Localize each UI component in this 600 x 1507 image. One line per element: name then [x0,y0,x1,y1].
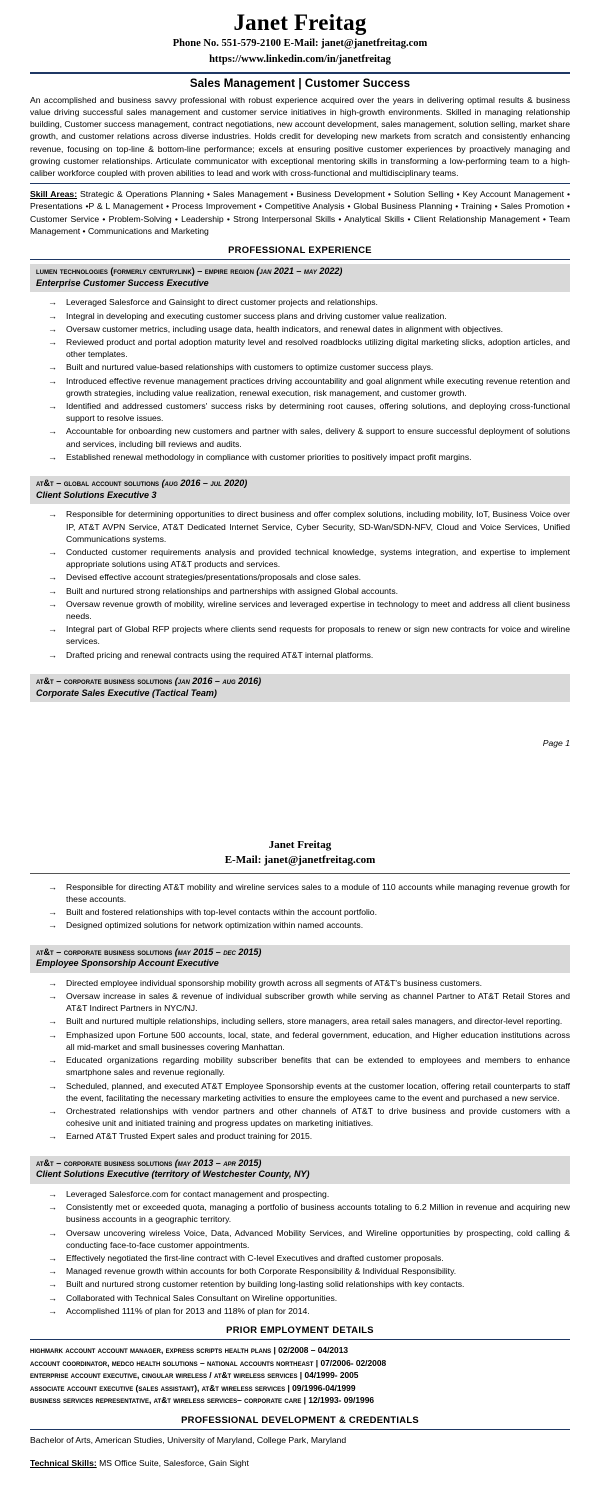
job-company [36,947,564,959]
job-bullet-list [30,977,570,1143]
page2-masthead [30,838,570,868]
candidate-name: Janet Freitag [268,839,332,851]
job-header-bar [30,945,570,973]
prior-employment-item: account coordinator, medco health solutions – national accounts northeast | 07/2006- 02/2008 [30,1357,387,1368]
continued-bullet-list [30,881,570,932]
job-title: Corporate Sales Executive (Tactical Team) [36,687,217,698]
resume-page-2 [0,800,600,1507]
bullet-item: → Oversaw uncovering wireless Voice, Data, Advanced Mobility Services, and Wireline opportunities by prospecting, cold calling & conducting face-to-face customer appointments. [48,1227,570,1251]
prior-employment-divider [30,1339,570,1340]
section-title-experience: PROFESSIONAL EXPERIENCE [228,244,372,256]
bullet-item: → Leveraged Salesforce.com for contact management and prospecting. [48,1188,570,1200]
page2-masthead-divider [30,873,570,874]
job-title: Client Solutions Executive (territory of Westchester County, NY) [36,1169,310,1180]
job-dates: (aug 2016 – jul 2020) [161,478,248,489]
technical-skills-text: MS Office Suite, Salesforce, Gain Sight [96,1457,249,1468]
prior-employment-item: business services representative, at&t wireless services– corporate care | 12/1993- 09/1996 [30,1395,375,1406]
bullet-item: → Integral part of Global RFP projects where clients send requests for proposals to renew or sign new contracts for voice and wireline services. [48,623,570,647]
bullet-item: → Identified and addressed customers' success risks by determining root causes, offering solutions, and deploying cross-functional support to resolve issues. [48,400,570,424]
job-title: Enterprise Customer Success Executive [36,277,209,288]
bullet-item: → Established renewal methodology in compliance with customer priorities to positively impact profit margins. [48,451,570,463]
section-title-professional-development: PROFESSIONAL DEVELOPMENT & CREDENTIALS [181,1413,419,1425]
bullet-item: → Integral in developing and executing customer success plans and driving customer value realization. [48,310,570,322]
candidate-email: E-Mail: janet@janetfreitag.com [224,853,376,866]
job-entry [30,1156,570,1317]
job-dates: (may 2013 – apr 2015) [174,1157,262,1168]
bullet-item: → Drafted pricing and renewal contracts using the required AT&T internal platforms. [48,649,570,661]
job-dates: (jan 2021 – may 2022) [256,266,343,277]
job-company-name: at&t – global account solutions [36,478,162,489]
masthead-divider [30,72,570,74]
bullet-item: → Oversaw revenue growth of mobility, wireline services and leveraged expertise in technology to meet and address all client business needs. [48,598,570,622]
prior-employment-item: enterprise account executive, cingular wireless / at&t wireless services | 04/1999- 2005 [30,1370,359,1381]
job-company [36,266,564,278]
job-entry [30,945,570,1143]
skill-areas [30,188,570,237]
prior-employment-item: associate account executive (sales assistant), at&t wireless services | 09/1996-04/1999 [30,1382,356,1393]
bullet-item: → Introduced effective revenue management practices driving accountability and goal alignment while executing revenue retention and growth strategies, including value realization, renewal execution, risk management, and customer growth. [48,375,570,399]
job-company [36,1158,564,1170]
bullet-item: → Conducted customer requirements analysis and provided technical knowledge, systems integration, and expertise to implement appropriate solutions using AT&T products and services. [48,546,570,570]
bullet-item: → Built and nurtured strong customer retention by building long-lasting solid relationships with key contacts. [48,1278,570,1290]
job-bullet-list [30,1188,570,1317]
job-entry [30,476,570,661]
job-header-bar [30,476,570,504]
job-bullet-list [30,508,570,660]
skill-areas-text: Strategic & Operations Planning • Sales Management • Business Development • Solution Selling • Key Account Management • Presentations •P & L Management • Process Improvement • Competitive Analysis • Global Business Planning • Training • Sales Promotion • Customer Service • Problem-Solving • Leadership • Strong Interpersonal Skills • Analytical Skills • Client Relationship Management • Team Management • Communications and Marketing [30,189,570,236]
page-footer: Page 1 [542,738,570,749]
bullet-item: → Consistently met or exceeded quota, managing a portfolio of business accounts totaling to 6.2 Million in revenue and acquiring new business accounts in a geographic territory. [48,1201,570,1225]
bullet-item: → Built and nurtured multiple relationships, including sellers, store managers, area retail sales managers, and director-level reporting. [48,1015,570,1027]
candidate-name: Janet Freitag [233,10,367,35]
contact-line: Phone No. 551-579-2100 E-Mail: janet@janetfreitag.com [172,38,428,50]
bullet-item: → Reviewed product and portal adoption maturity level and resolved roadblocks utilizing digital marketing slicks, adoption articles, and other templates. [48,336,570,360]
job-header-bar [30,674,570,702]
bullet-item: → Collaborated with Technical Sales Consultant on Wireline opportunities. [48,1292,570,1304]
job-company [36,676,564,688]
bullet-item: → Devised effective account strategies/presentations/proposals and close sales. [48,571,570,583]
bullet-item: → Responsible for determining opportunities to direct business and offer complex solutions, including mobility, IoT, Business Voice over IP, AT&T AVPN Service, AT&T Dedicated Internet Service, Cyber Security, SD-Wan/SDN-NFV, Cloud and Voice Services, Unified Communications systems. [48,508,570,545]
bullet-item: → Built and fostered relationships with top-level contacts within the account portfolio. [48,906,570,918]
job-dates: (may 2015 – dec 2015) [174,946,262,957]
experience-divider [30,259,570,260]
technical-skills-label: Technical Skills: [30,1457,97,1468]
job-title: Employee Sponsorship Account Executive [36,958,219,969]
technical-skills [30,1457,570,1470]
professional-development-divider [30,1429,570,1430]
job-company-name: at&t – corporate business solutions [36,946,175,957]
job-entry [30,264,570,463]
bullet-item: → Earned AT&T Trusted Expert sales and product training for 2015. [48,1130,570,1142]
prior-employment-list [30,1344,570,1407]
bullet-item: → Accomplished 111% of plan for 2013 and 118% of plan for 2014. [48,1305,570,1317]
job-company [36,478,564,490]
bullet-item: → Oversaw customer metrics, including usage data, health indicators, and renewal dates in alignment with objectives. [48,323,570,335]
education-entry: Bachelor of Arts, American Studies, University of Maryland, College Park, Maryland [30,1434,347,1445]
spacer [30,464,570,476]
job-company-name: lumen technologies (formerly centurylink) – empire region [36,266,257,277]
bullet-item: → Orchestrated relationships with vendor partners and other channels of AT&T to drive business and provide customers with a cohesive unit and initiated training and progress updates on marketing initiatives. [48,1105,570,1129]
bullet-item: → Oversaw increase in sales & revenue of individual subscriber growth while serving as channel Partner to AT&T Retail Stores and AT&T Indirect Partners in NYC/NJ. [48,990,570,1014]
linkedin-url[interactable]: https://www.linkedin.com/in/janetfreitag [209,53,391,65]
professional-summary: An accomplished and business savvy professional with robust experience acquired over the years in delivering optimal results & business value driving successful sales management and customer service initiatives in high-growth environments. Skilled in managing relationship building, Customer success management, contract negotiations, new account development, sales management, solution selling, market share growth, and customer relations across diverse industries. Holds credit for developing new markets from scratch and consistently enhancing revenue, focusing on top-line & bottom-line performance; excels at ensuring positive customer experiences by proactively managing and growing customer relationships. Articulate communicator with exceptional mentoring skills in transforming a low-performing team to a high-caliber workforce coupled with proven abilities to lead and work with cross-functional and multidisciplinary teams. [30,94,570,178]
bullet-item: → Designed optimized solutions for network optimization within named accounts. [48,919,570,931]
job-header-bar [30,1156,570,1184]
bullet-item: → Built and nurtured strong relationships and partnerships with assigned Global accounts. [48,585,570,597]
job-title: Client Solutions Executive 3 [36,489,157,500]
prior-employment-item: highmark account account manager, express scripts health plans | 02/2008 – 04/2013 [30,1344,349,1355]
job-entry [30,674,570,702]
summary-divider [30,183,570,184]
spacer [30,662,570,674]
bullet-item: → Scheduled, planned, and executed AT&T Employee Sponsorship events at the customer location, offering retail counterparts to staff the event, facilitating the necessary marketing activities to ensure the employees came to the event and purchased a new service. [48,1080,570,1104]
professional-headline: Sales Management | Customer Success [189,77,411,90]
bullet-item: → Managed revenue growth within accounts for both Corporate Responsibility & Individual Responsibility. [48,1265,570,1277]
job-company-name: at&t – corporate business solutions [36,675,175,686]
skill-areas-label: Skill Areas: [30,189,78,200]
bullet-item: → Accountable for onboarding new customers and partner with sales, delivery & support to ensure successful deployment of solutions and services, including bill reviews and audits. [48,425,570,449]
job-bullet-list [30,296,570,463]
job-company-name: at&t – corporate business solutions [36,1157,175,1168]
bullet-item: → Educated organizations regarding mobility subscriber benefits that can be extended to employees and members to enhance smartphone sales and revenue regionally. [48,1054,570,1078]
bullet-item: → Effectively negotiated the first-line contract with C-level Executives and drafted customer proposals. [48,1252,570,1264]
bullet-item: → Leveraged Salesforce and Gainsight to direct customer projects and relationships. [48,296,570,308]
bullet-item: → Directed employee individual sponsorship mobility growth across all segments of AT&T's business customers. [48,977,570,989]
bullet-item: → Emphasized upon Fortune 500 accounts, local, state, and federal government, education, and Higher education institutions across all mid-market and small businesses covering Manhattan. [48,1029,570,1053]
spacer [30,1144,570,1156]
masthead [30,10,570,67]
bullet-item: → Built and nurtured value-based relationships with customers to optimize customer success plays. [48,361,570,373]
job-dates: (jan 2016 – aug 2016) [174,675,262,686]
job-header-bar [30,264,570,292]
section-title-prior-employment: PRIOR EMPLOYMENT DETAILS [226,1323,374,1335]
spacer [30,933,570,945]
bullet-item: → Responsible for directing AT&T mobility and wireline services sales to a module of 110 accounts while managing revenue growth for these accounts. [48,881,570,905]
